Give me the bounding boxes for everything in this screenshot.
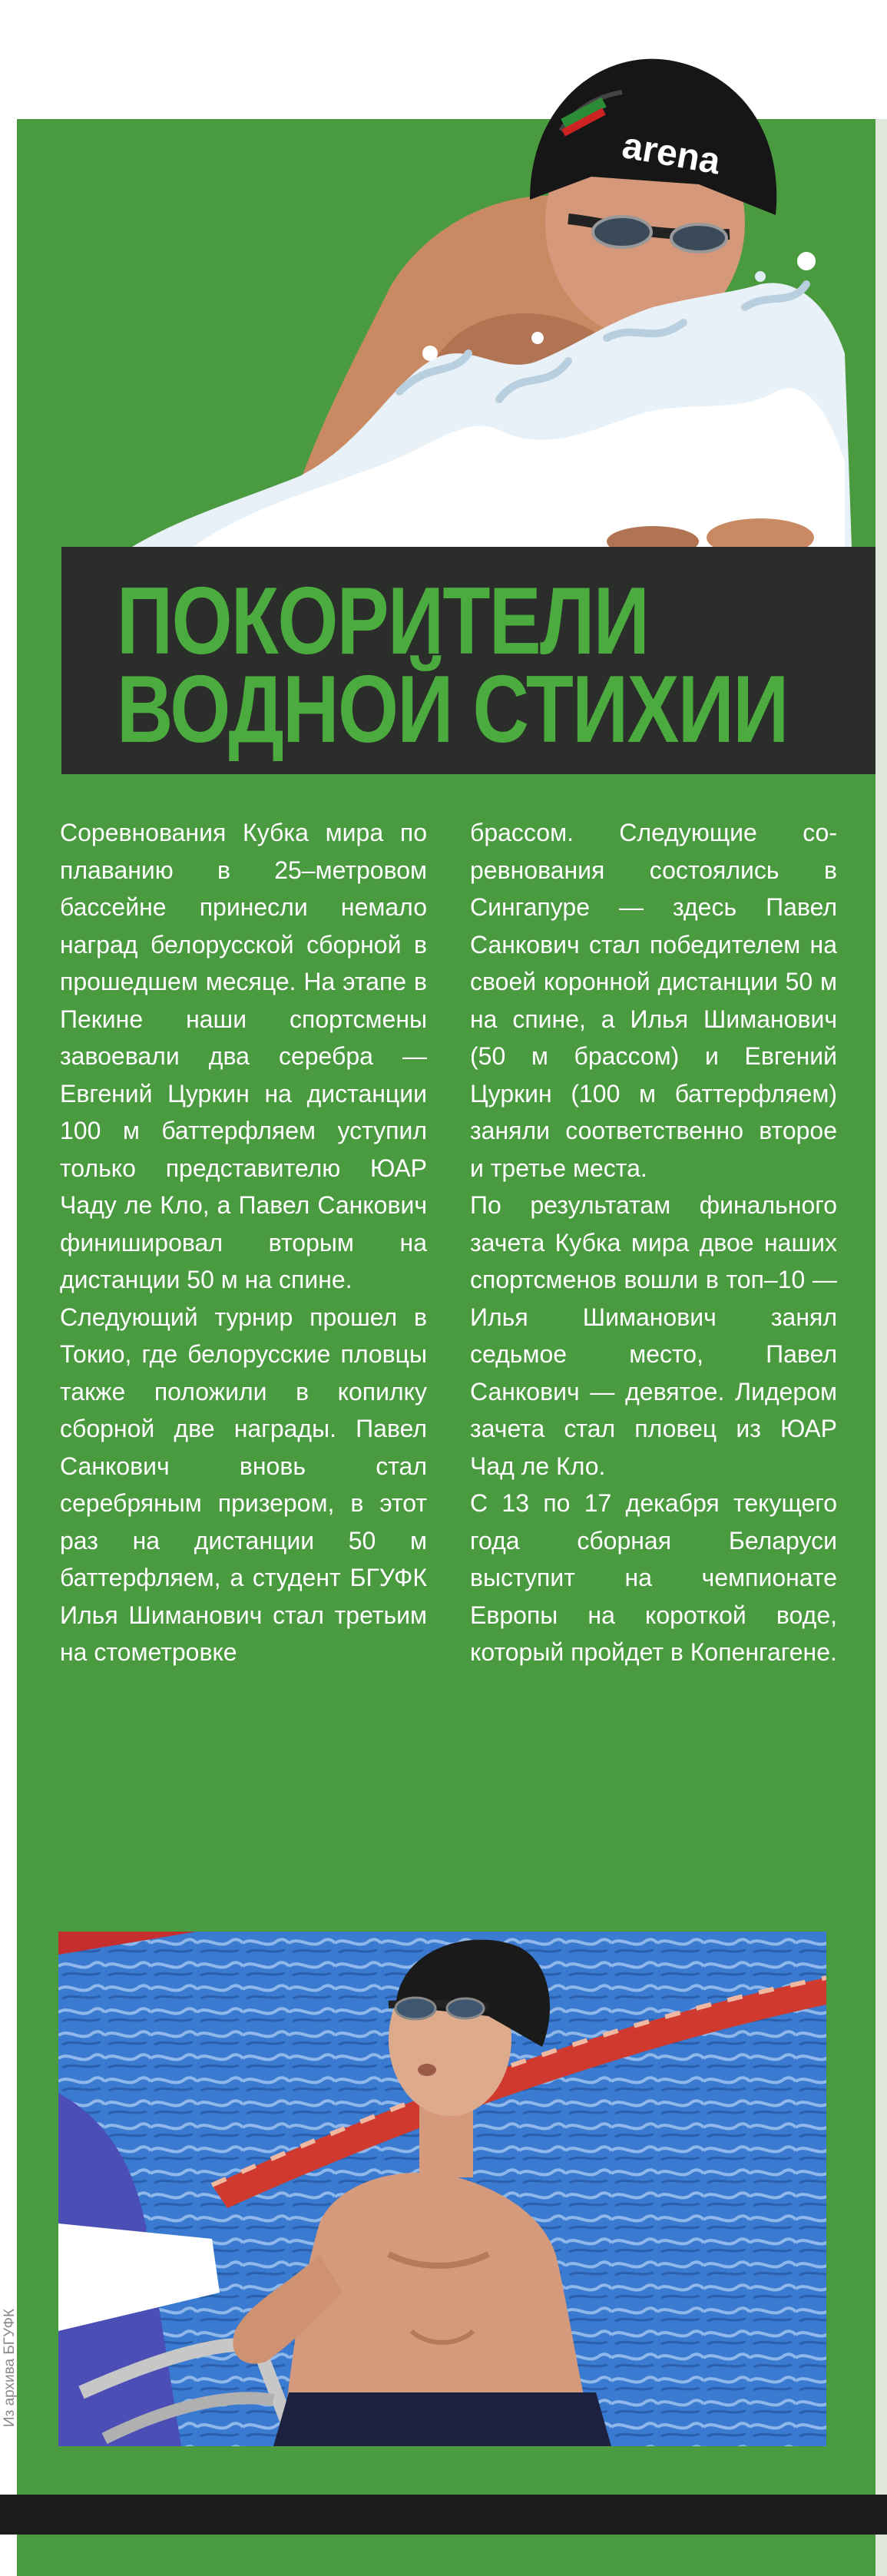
article-paragraph: брассом. Следующие соревнования состоялись в Сингапуре — здесь Павел Санкович стал победителем на своей коронной дистанции 50 м на спине, а Илья Шиманович (50 м брассом) и Евгений Цуркин (100 м баттерфляем) заняли соответственно второе и третье места. (470, 819, 837, 1182)
swimmer-breaststroke-photo (69, 31, 852, 553)
page-footer-bar (0, 2495, 887, 2535)
article-paragraph: Соревнования Кубка мира по плаванию в 25–метровом бассейне принесли немало наград белорусской сборной в прошедшем месяце. На этапе в Пекине наши спортсмены завоевали два серебра — Евгений Цуркин на дистанции 100 м баттерфляем уступил только представителю ЮАР Чаду ле Кло, а Павел Санкович финишировал вторым на дистанции 50 м на спине. (60, 819, 427, 1293)
article-paragraph: По результатам финального зачета Кубка мира двое наших спортсменов вошли в топ–10 — Илья Шиманович занял седьмое место, Павел Санкович — девятое. Лидером зачета стал пловец из ЮАР Чад ле Кло. (470, 1191, 837, 1480)
headline-line-1: ПОКОРИТЕЛИ (117, 568, 649, 674)
page-footer-green (17, 2535, 875, 2576)
swimmer-pool-illustration (58, 1932, 826, 2446)
article-paragraph: Следующий турнир прошел в Токио, где белорусские пловцы также положили в копилку сборной две награды. Павел Санкович вновь стал серебряным призером, в этот раз на дистанции 50 м баттерфляем, а студент БГУФК Илья Шиманович стал третьим на стометровке (60, 1303, 427, 1666)
cap-brand-text: arena (619, 124, 723, 183)
title-band (61, 547, 875, 774)
article-paragraph: С 13 по 17 декабря текущего года сборная Беларуси выступит на чемпионате Европы на короткой воде, который пройдет в Копенгагене. (470, 1489, 837, 1666)
swimmer-pool-photo (58, 1932, 826, 2446)
page-edge (875, 119, 887, 2576)
headline-line-2: ВОДНОЙ СТИХИИ (117, 657, 788, 763)
article-column-1 (60, 814, 427, 1671)
article-column-2 (470, 814, 837, 1671)
photo-credit: Из архива БГУФК (2, 2308, 18, 2428)
